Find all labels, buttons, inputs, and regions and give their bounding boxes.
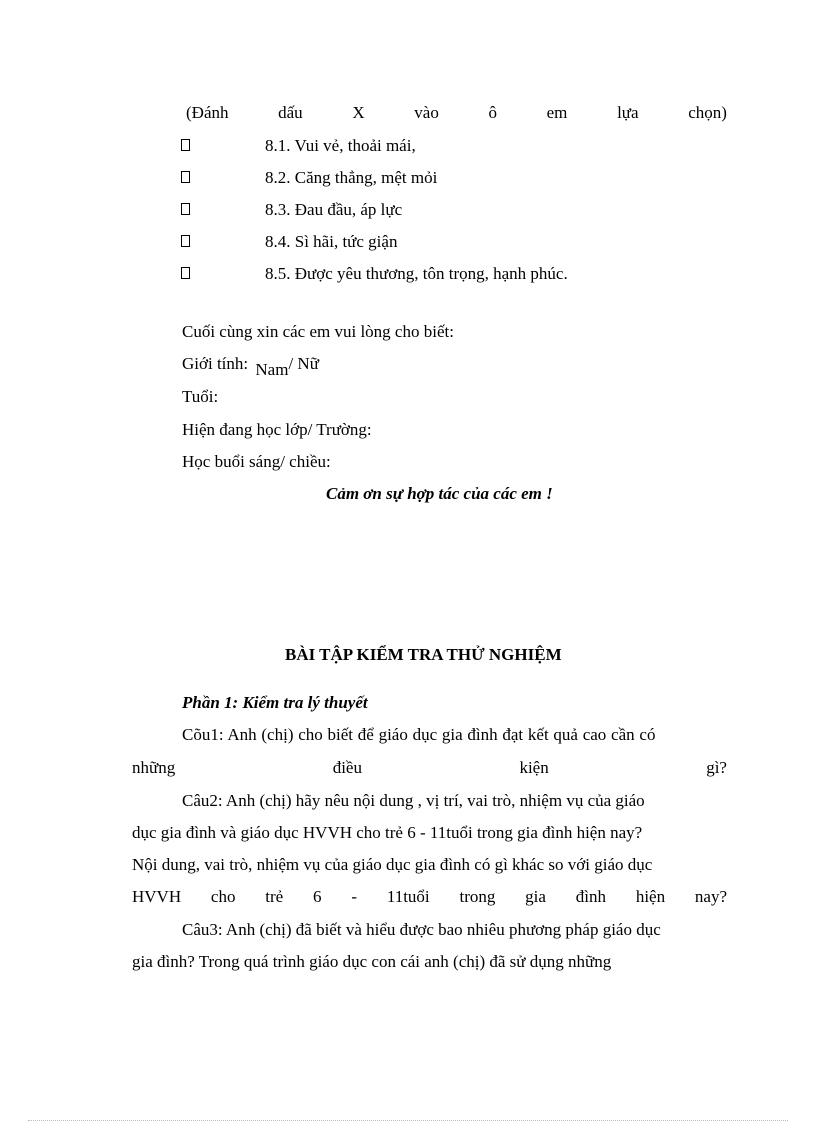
gender-line bbox=[182, 354, 319, 379]
gender-label: Giới tính: bbox=[182, 354, 249, 373]
instruction-word: chọn) bbox=[688, 103, 727, 122]
q2-word: trẻ bbox=[265, 887, 284, 906]
q2-word: đình bbox=[575, 887, 606, 906]
instruction-line bbox=[186, 103, 727, 123]
checkbox-option-2[interactable] bbox=[181, 171, 190, 183]
gender-male: Nam bbox=[255, 360, 289, 379]
age-label: Tuổi: bbox=[182, 387, 219, 406]
checkbox-option-4[interactable] bbox=[181, 235, 190, 247]
checkbox-option-1[interactable] bbox=[181, 139, 190, 151]
q2-word: gia bbox=[525, 887, 546, 906]
instruction-word: (Đánh bbox=[186, 103, 229, 122]
section-title: BÀI TẬP KIỂM TRA THỬ NGHIỆM bbox=[285, 645, 562, 664]
q2-line4 bbox=[132, 887, 727, 907]
option-label-2: 8.2. Căng thẳng, mệt mỏi bbox=[265, 168, 438, 187]
instruction-word: vào bbox=[414, 103, 439, 122]
class-school-label: Hiện đang học lớp/ Trường: bbox=[182, 420, 372, 439]
option-label-4: 8.4. Sì hãi, tức giận bbox=[265, 232, 398, 251]
page-bottom-divider bbox=[28, 1120, 788, 1121]
q1-word: kiện bbox=[519, 758, 549, 777]
personal-intro: Cuối cùng xin các em vui lòng cho biết: bbox=[182, 322, 454, 341]
session-label: Học buổi sáng/ chiều: bbox=[182, 452, 331, 471]
q3-line1: Câu3: Anh (chị) đã biết và hiểu được bao nhiêu phương pháp giáo dục bbox=[182, 920, 661, 939]
option-label-3: 8.3. Đau đầu, áp lực bbox=[265, 200, 403, 219]
q1-word: điều bbox=[332, 758, 362, 777]
part1-heading: Phần 1: Kiểm tra lý thuyết bbox=[182, 693, 368, 712]
q1-line2 bbox=[132, 758, 727, 778]
gender-female: / Nữ bbox=[288, 354, 319, 373]
checkbox-option-3[interactable] bbox=[181, 203, 190, 215]
q2-word: cho bbox=[210, 887, 236, 906]
q2-line1: Câu2: Anh (chị) hãy nêu nội dung , vị trí, vai trò, nhiệm vụ của giáo bbox=[182, 791, 645, 810]
option-label-1: 8.1. Vui vẻ, thoải mái, bbox=[265, 136, 416, 155]
q2-line2: dục gia đình và giáo dục HVVH cho trẻ 6 - 11tuổi trong gia đình hiện nay? bbox=[132, 823, 643, 842]
q1-word: gì? bbox=[706, 758, 727, 777]
q3-line2: gia đình? Trong quá trình giáo dục con cái anh (chị) đã sử dụng những bbox=[132, 952, 612, 971]
q2-word: trong bbox=[459, 887, 496, 906]
instruction-word: X bbox=[352, 103, 365, 122]
instruction-word: ô bbox=[488, 103, 497, 122]
q1-line1: Cõu1: Anh (chị) cho biết để giáo dục gia đình đạt kết quả cao cần có bbox=[182, 725, 656, 744]
checkbox-option-5[interactable] bbox=[181, 267, 190, 279]
instruction-word: dấu bbox=[278, 103, 303, 122]
thanks-text: Cảm ơn sự hợp tác của các em ! bbox=[326, 484, 553, 503]
q2-line3: Nội dung, vai trò, nhiệm vụ của giáo dục gia đình có gì khác so với giáo dục bbox=[132, 855, 653, 874]
option-label-5: 8.5. Được yêu thương, tôn trọng, hạnh phúc. bbox=[265, 264, 568, 283]
q1-word: những bbox=[132, 758, 176, 777]
instruction-word: lựa bbox=[617, 103, 639, 122]
instruction-word: em bbox=[546, 103, 568, 122]
q2-word: nay? bbox=[694, 887, 727, 906]
q2-word: 6 bbox=[313, 887, 322, 906]
q2-word: 11tuổi bbox=[386, 887, 430, 906]
q2-word: - bbox=[351, 887, 358, 906]
q2-word: HVVH bbox=[132, 887, 182, 906]
q2-word: hiện bbox=[635, 887, 666, 906]
